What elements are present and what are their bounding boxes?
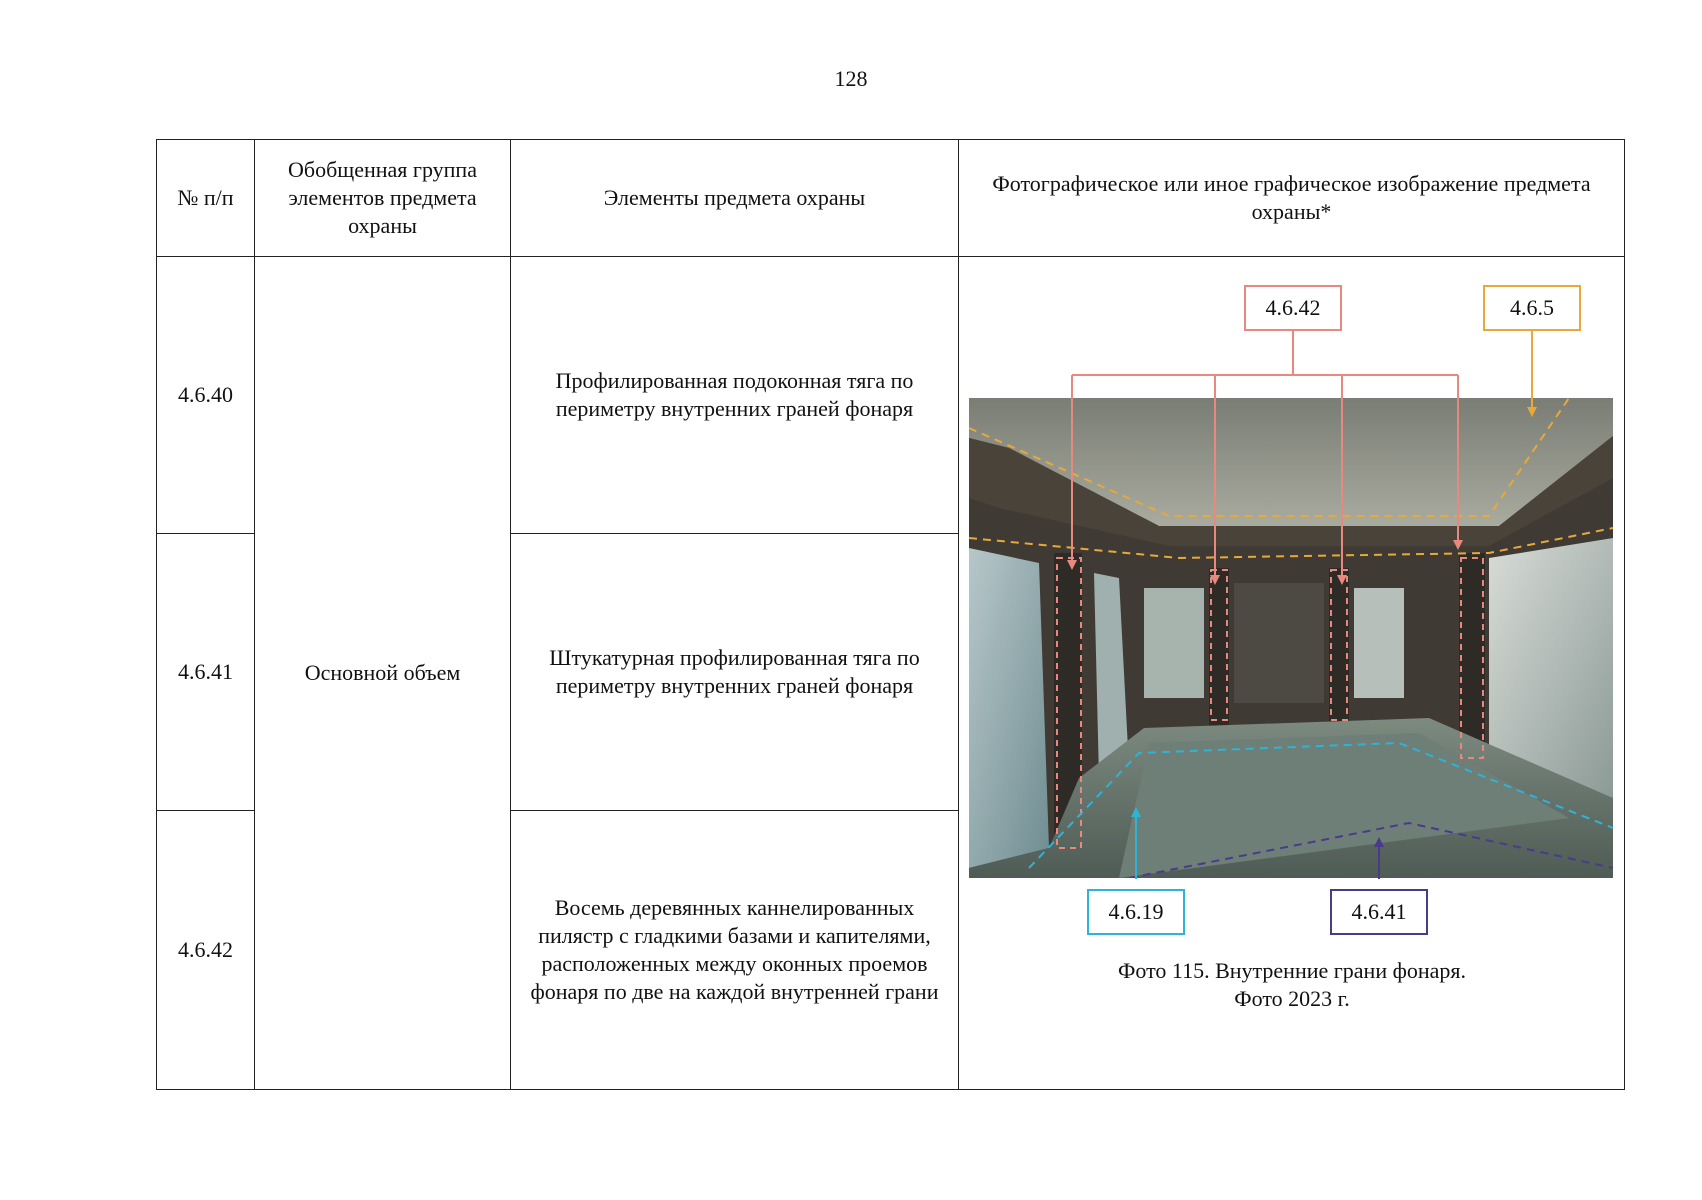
row-number: 4.6.42 xyxy=(157,811,255,1090)
photo-figure xyxy=(959,257,1625,1090)
photo-caption xyxy=(959,957,1625,1013)
group-cell: Основной объем xyxy=(255,257,511,1090)
table-row xyxy=(157,257,1625,534)
caption-line-1: Фото 115. Внутренние грани фонаря. xyxy=(1117,958,1467,983)
element-description: Штукатурная профилированная тяга по периметру внутренних граней фонаря xyxy=(511,534,959,811)
element-description: Восемь деревянных каннелированных пилястр с гладкими базами и капителями, расположенных между оконных проемов фонаря по две на каждой внутренней грани xyxy=(511,811,959,1090)
callout-4-6-5: 4.6.5 xyxy=(1483,285,1581,331)
element-description: Профилированная подоконная тяга по периметру внутренних граней фонаря xyxy=(511,257,959,534)
header-elements: Элементы предмета охраны xyxy=(511,140,959,257)
callout-4-6-42: 4.6.42 xyxy=(1244,285,1342,331)
row-number: 4.6.41 xyxy=(157,534,255,811)
header-number: № п/п xyxy=(157,140,255,257)
page-number: 128 xyxy=(834,66,868,91)
caption-line-2: Фото 2023 г. xyxy=(1234,986,1350,1011)
callout-4-6-19: 4.6.19 xyxy=(1087,889,1185,935)
protection-elements-table xyxy=(156,139,1625,1090)
row-number: 4.6.40 xyxy=(157,257,255,534)
header-image: Фотографическое или иное графическое изображение предмета охраны* xyxy=(959,140,1625,257)
table-header-row xyxy=(157,140,1625,257)
callout-4-6-41: 4.6.41 xyxy=(1330,889,1428,935)
image-cell xyxy=(959,257,1625,1090)
header-group: Обобщенная группа элементов предмета охраны xyxy=(255,140,511,257)
